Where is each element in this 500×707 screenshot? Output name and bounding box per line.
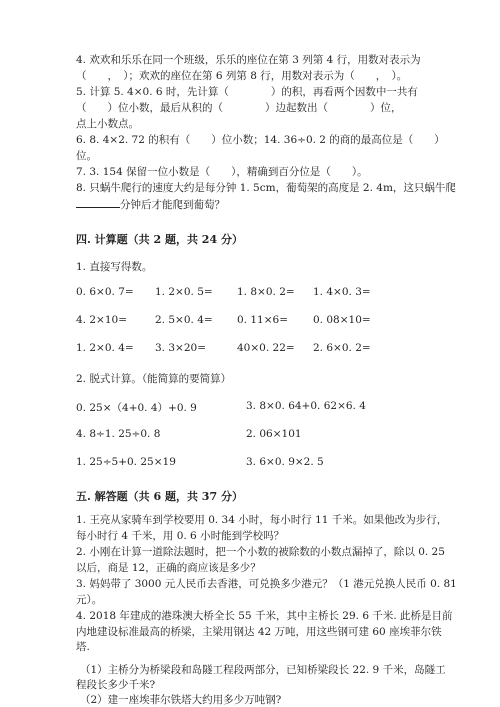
problem-4-line-3: 塔. xyxy=(76,641,90,653)
problem-3-line-2: 元）。 xyxy=(76,594,103,606)
problem-3-line-1: 3. 妈妈带了 3000 元人民币去香港，可兑换多少港元？（1 港元兑换人民币 0. 81 xyxy=(76,578,457,590)
mental-math-item: 0. 08×10= xyxy=(313,314,371,326)
section-4-question-1-label: 1. 直接写得数。 xyxy=(76,261,153,273)
mental-math-item: 1. 4×0. 3= xyxy=(313,286,371,298)
problem-1-line-2: 每小时行 4 千米，用 0. 6 小时能到学校吗？ xyxy=(76,530,285,542)
calculation-item: 3. 6×0. 9×2. 5 xyxy=(246,456,324,468)
question-7-line: 7. 3. 154 保留一位小数是（ ），精确到百分位是（ ）。 xyxy=(76,166,368,178)
question-8-line-2-text: 分钟后才能爬到葡萄？ xyxy=(120,199,225,211)
question-6-line-2: 位。 xyxy=(76,150,97,162)
question-5-line-3: 点上小数点。 xyxy=(76,118,139,130)
question-4-line-1: 4. 欢欢和乐乐在同一个班级，乐乐的座位在第 3 列第 4 行，用数对表示为 xyxy=(76,54,421,66)
question-5-line-2: （ ）位小数，最后从积的（ ）边起数出（ ）位， xyxy=(76,102,402,114)
mental-math-item: 0. 11×6= xyxy=(237,314,288,326)
section-5-heading: 五. 解答题（共 6 题，共 37 分） xyxy=(76,490,243,503)
question-6-line-1: 6. 8. 4×2. 72 的积有（ ）位小数；14. 36÷0. 2 的商的最高位是（ ） xyxy=(76,134,445,146)
calculation-item: 0. 25×（4+0. 4）+0. 9 xyxy=(76,402,197,414)
mental-math-item: 1. 2×0. 4= xyxy=(76,342,134,354)
mental-math-item: 2. 5×0. 4= xyxy=(155,314,213,326)
mental-math-item: 2. 6×0. 2= xyxy=(313,342,371,354)
answer-blank xyxy=(76,197,120,208)
mental-math-item: 3. 3×20= xyxy=(155,342,206,354)
subquestion-1-line-2: 程段长多少千米? xyxy=(76,679,156,691)
question-4-line-2: （ ， ）；欢欢的座位在第 6 列第 8 行，用数对表示为（ ， ）。 xyxy=(76,70,408,82)
subquestion-2: （2）建一座埃菲尔铁塔大约用多少万吨钢? xyxy=(80,694,282,706)
calculation-item: 1. 25÷5+0. 25×19 xyxy=(76,456,176,468)
mental-math-item: 40×0. 22= xyxy=(237,342,295,354)
problem-2-line-2: 以后，商是 12，正确的商应该是多少？ xyxy=(76,562,261,574)
section-4-question-2-label: 2. 脱式计算。（能简算的要简算） xyxy=(76,373,232,385)
problem-1-line-1: 1. 王亮从家骑车到学校要用 0. 34 小时，每小时行 11 千米。如果他改为步行， xyxy=(76,514,448,526)
mental-math-item: 1. 2×0. 5= xyxy=(155,286,213,298)
question-8-line-2 xyxy=(76,197,225,212)
mental-math-item: 4. 2×10= xyxy=(76,314,127,326)
mental-math-item: 1. 8×0. 2= xyxy=(237,286,295,298)
subquestion-1-line-1: （1）主桥分为桥梁段和岛隧工程段两部分，已知桥梁段长 22. 9 千米，岛隧工 xyxy=(80,664,446,676)
calculation-item: 4. 8÷1. 25÷0. 8 xyxy=(76,428,161,440)
problem-2-line-1: 2. 小刚在计算一道除法题时，把一个小数的被除数的小数点漏掉了，除以 0. 25 xyxy=(76,546,445,558)
calculation-item: 2. 06×101 xyxy=(246,428,302,440)
calculation-item: 3. 8×0. 64+0. 62×6. 4 xyxy=(246,400,366,412)
problem-4-line-1: 4. 2018 年建成的港珠澳大桥全长 55 千米，其中主桥长 29. 6 千米. 此桥是目前 xyxy=(76,610,453,622)
section-4-heading: 四. 计算题（共 2 题，共 24 分） xyxy=(76,233,243,246)
mental-math-item: 0. 6×0. 7= xyxy=(76,286,134,298)
question-5-line-1: 5. 计算 5. 4×0. 6 时，先计算（ ）的积，再看两个因数中一共有 xyxy=(76,86,418,98)
question-8-line-1: 8. 只蜗牛爬行的速度大约是每分钟 1. 5cm，葡萄架的高度是 2. 4m，这只蜗牛爬 xyxy=(76,182,456,194)
problem-4-line-2: 内地建设标准最高的桥梁，主梁用钢达 42 万吨，用这些钢可建 60 座埃菲尔铁 xyxy=(76,626,442,638)
